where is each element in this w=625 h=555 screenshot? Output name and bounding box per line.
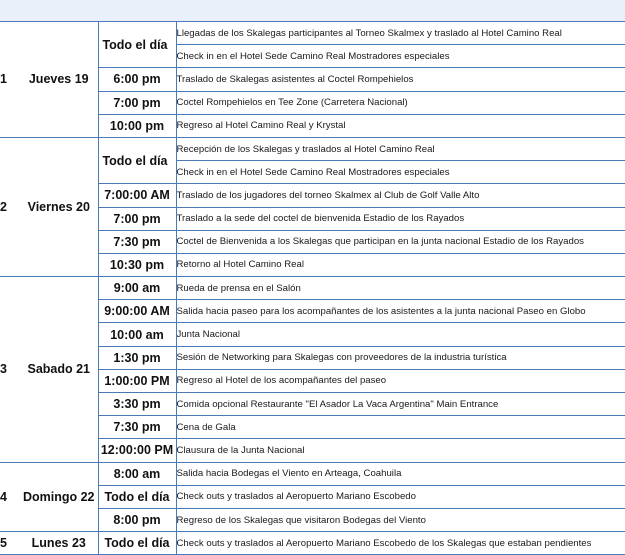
time-cell: 8:00 pm — [98, 508, 176, 531]
day-number: 4 — [0, 462, 20, 532]
agenda-row — [0, 137, 625, 160]
time-cell: 7:30 pm — [98, 230, 176, 253]
activity-description: Coctel de Bienvenida a los Skalegas que participan en la junta nacional Estadio de los Rayados — [176, 230, 625, 253]
activity-description: Regreso al Hotel Camino Real y Krystal — [176, 114, 625, 137]
activity-description: Regreso al Hotel de los acompañantes del paseo — [176, 369, 625, 392]
activity-description: Sesión de Networking para Skalegas con proveedores de la industria turística — [176, 346, 625, 369]
day-label: Jueves 19 — [20, 22, 98, 138]
time-cell: 10:00 am — [98, 323, 176, 346]
day-number: 1 — [0, 22, 20, 138]
time-cell: 7:00:00 AM — [98, 184, 176, 207]
agenda-row — [0, 462, 625, 485]
time-cell: Todo el día — [98, 137, 176, 183]
time-cell: Todo el día — [98, 485, 176, 508]
activity-description: Clausura de la Junta Nacional — [176, 439, 625, 462]
day-label: Viernes 20 — [20, 137, 98, 276]
activity-description: Traslado de los jugadores del torneo Skalmex al Club de Golf Valle Alto — [176, 184, 625, 207]
time-cell: Todo el día — [98, 22, 176, 68]
agenda-row — [0, 277, 625, 300]
activity-description: Llegadas de los Skalegas participantes al Torneo Skalmex y traslado al Hotel Camino Real — [176, 22, 625, 45]
time-cell: 10:00 pm — [98, 114, 176, 137]
time-cell: 6:00 pm — [98, 68, 176, 91]
day-label: Sabado 21 — [20, 277, 98, 463]
activity-description: Junta Nacional — [176, 323, 625, 346]
activity-description: Check in en el Hotel Sede Camino Real Mostradores especiales — [176, 45, 625, 68]
activity-description: Comida opcional Restaurante "El Asador La Vaca Argentina" Main Entrance — [176, 393, 625, 416]
day-number: 5 — [0, 532, 20, 555]
activity-description: Rueda de prensa en el Salón — [176, 277, 625, 300]
time-cell: Todo el día — [98, 532, 176, 555]
activity-description: Check in en el Hotel Sede Camino Real Mostradores especiales — [176, 161, 625, 184]
agenda-table — [0, 21, 625, 555]
time-cell: 7:00 pm — [98, 207, 176, 230]
time-cell: 10:30 pm — [98, 253, 176, 276]
activity-description: Check outs y traslados al Aeropuerto Mariano Escobedo — [176, 485, 625, 508]
activity-description: Salida hacia Bodegas el Viento en Arteaga, Coahuila — [176, 462, 625, 485]
activity-description: Retorno al Hotel Camino Real — [176, 253, 625, 276]
day-label: Lunes 23 — [20, 532, 98, 555]
activity-description: Coctel Rompehielos en Tee Zone (Carretera Nacional) — [176, 91, 625, 114]
agenda-row — [0, 22, 625, 45]
time-cell: 9:00 am — [98, 277, 176, 300]
activity-description: Recepción de los Skalegas y traslados al Hotel Camino Real — [176, 137, 625, 160]
activity-description: Traslado de Skalegas asistentes al Coctel Rompehielos — [176, 68, 625, 91]
day-number: 2 — [0, 137, 20, 276]
time-cell: 12:00:00 PM — [98, 439, 176, 462]
activity-description: Check outs y traslados al Aeropuerto Mariano Escobedo de los Skalegas que estaban pendientes — [176, 532, 625, 555]
time-cell: 3:30 pm — [98, 393, 176, 416]
time-cell: 1:00:00 PM — [98, 369, 176, 392]
activity-description: Regreso de los Skalegas que visitaron Bodegas del Viento — [176, 508, 625, 531]
activity-description: Cena de Gala — [176, 416, 625, 439]
agenda-row — [0, 532, 625, 555]
activity-description: Traslado a la sede del coctel de bienvenida Estadio de los Rayados — [176, 207, 625, 230]
day-label: Domingo 22 — [20, 462, 98, 532]
time-cell: 8:00 am — [98, 462, 176, 485]
day-number: 3 — [0, 277, 20, 463]
time-cell: 1:30 pm — [98, 346, 176, 369]
time-cell: 7:30 pm — [98, 416, 176, 439]
time-cell: 7:00 pm — [98, 91, 176, 114]
time-cell: 9:00:00 AM — [98, 300, 176, 323]
header-band — [0, 0, 625, 21]
activity-description: Salida hacia paseo para los acompañantes de los asistentes a la junta nacional Paseo en Globo — [176, 300, 625, 323]
